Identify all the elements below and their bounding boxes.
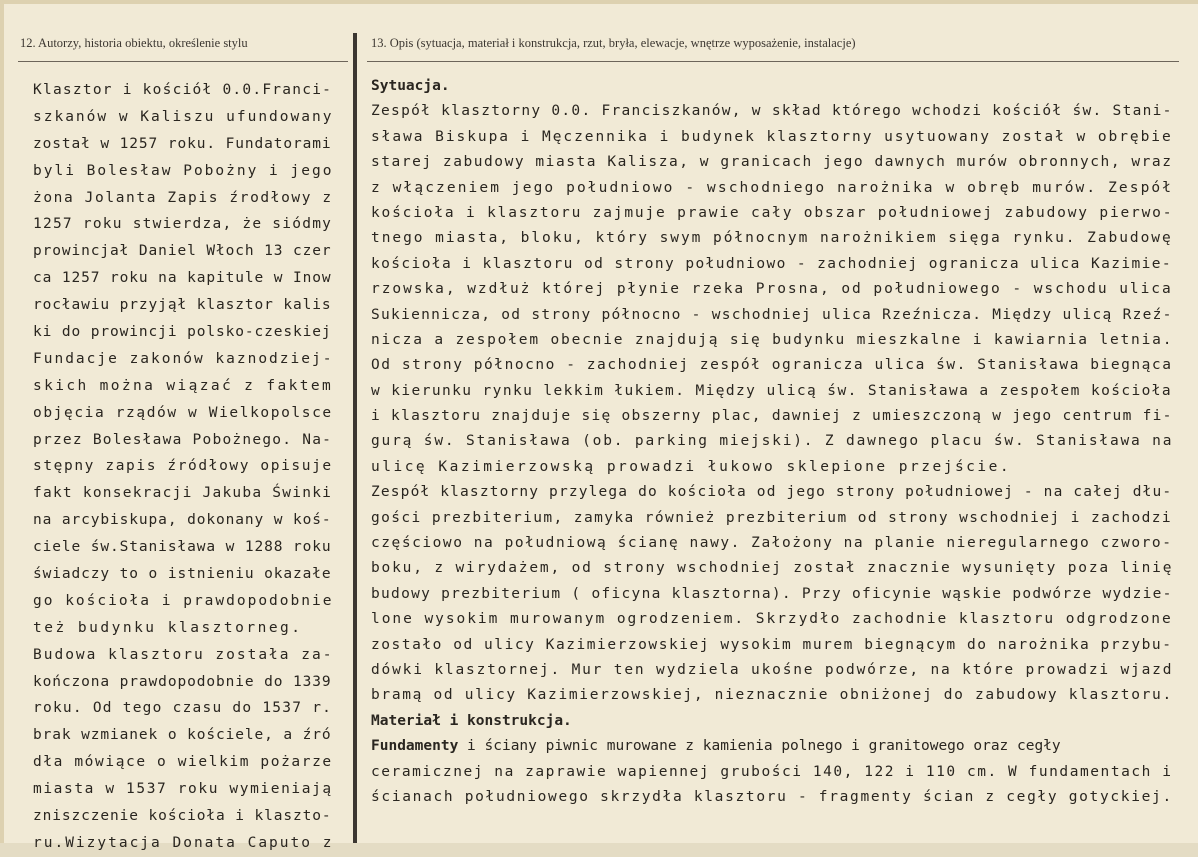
situation-text-line: ulicę Kazimierzowską prowadzi łukowo sklepione przejście. (371, 458, 1012, 475)
history-text-line: żona Jolanta Zapis źrodłowy z (33, 189, 333, 206)
situation-text-line: kościoła i klasztoru zajmuje prawie cały obszar południowej zabudowy pierwo- (371, 204, 1174, 221)
history-text-line: na arcybiskupa, dokonany w koś- (33, 512, 332, 529)
situation-text-line: bramą od ulicy Kazimierzowskiej, nieznacznie obniżonej do zabudowy klasztoru. (371, 687, 1173, 704)
situation-text-line: Zespół klasztorny przylega do kościoła od jego strony południowej - na całej dłu- (371, 484, 1173, 501)
situation-text-line: budowy prezbiterium ( oficyna klasztorna). Przy oficynie wąskie podwórze wydzie- (371, 585, 1173, 602)
history-text-line: byli Bolesław Pobożny i jego (33, 162, 334, 179)
history-text-line: prowincjał Daniel Włoch 13 czer (33, 243, 332, 260)
history-text-line: ciele św.Stanisława w 1288 roku (33, 539, 332, 556)
heading-sytuacja: Sytuacja. (371, 78, 450, 94)
history-text-line: go kościoła i prawdopodobnie (33, 592, 334, 609)
material-text-line: ścianach południowego skrzydła klasztoru - fragmenty ścian z cegły gotyckiej. (371, 788, 1173, 805)
situation-paragraphs (371, 99, 1177, 708)
history-text-line: objęcia rządów w Wielkopolsce (33, 404, 333, 421)
history-text-line: został w 1257 roku. Fundatorami (33, 135, 332, 152)
situation-text-line: Od strony północno - zachodniej zespół ogranicza ulica św. Stanisława biegnąca (371, 357, 1173, 374)
situation-text-line: boku, z wirydażem, od strony wschodniej został znacznie wysunięty poza linię (371, 560, 1174, 577)
situation-text-line: gości prezbiterium, zamyka również prezbiterium od strony wschodniej i zachodzi (371, 509, 1173, 526)
situation-text-line: starej zabudowy miasta Kalisza, w granicach jego dawnych murów obronnych, wraz (371, 154, 1173, 171)
situation-text-line: Sukiennicza, od strony północno - wschodniej ulica Rzeźnicza. Między ulicą Rzeź- (371, 306, 1173, 323)
history-text-line: ki do prowincji polsko-czeskiej (33, 324, 332, 341)
situation-text-line: Zespół klasztorny 0.0. Franciszkanów, w skład którego wchodzi kościół św. Stani- (371, 103, 1173, 120)
material-paragraphs (371, 760, 1177, 811)
page-edge-top (0, 0, 1198, 4)
column-divider (353, 33, 357, 843)
situation-text-line: z włączeniem jego południowo - wschodniego narożnika w obręb murów. Zespół (371, 179, 1174, 196)
situation-text-line: częściowo na południową ścianę nawy. Założony na planie nieregularnego czworo- (371, 535, 1173, 552)
history-text-line: fakt konsekracji Jakuba Świnki (33, 485, 333, 502)
history-text-line: miasta w 1537 roku wymieniają (33, 781, 333, 798)
page-edge-left (0, 0, 4, 843)
history-text-line: Klasztor i kościół 0.0.Franci- (33, 82, 333, 98)
history-text-line: ru.Wizytacja Donata Caputo z (33, 834, 334, 851)
left-header-rule (18, 61, 348, 62)
history-text-line: skich można wiązać z faktem (33, 377, 334, 394)
history-text-line: rocławiu przyjął klasztor kalis (33, 297, 332, 314)
history-text-line: przez Bolesława Pobożnego. Na- (33, 431, 333, 448)
situation-text-line: lone wysokim murowanym ogrodzeniem. Skrzydło zachodnie klasztoru odgrodzone (371, 611, 1173, 628)
fundamenty-word: Fundamenty (371, 738, 459, 755)
history-text-line: Fundacje zakonów kaznodziej- (33, 350, 334, 367)
right-column-header: 13. Opis (sytuacja, materiał i konstrukcja, rzut, bryła, elewacje, wnętrze wyposażenie, instalacje) (371, 36, 856, 50)
history-text-line: też budynku klasztorneg. (33, 619, 303, 636)
fundamenty-line (371, 734, 1177, 759)
material-text-line: ceramicznej na zaprawie wapiennej grubości 140, 122 i 110 cm. W fundamentach i (371, 763, 1173, 780)
left-column-header: 12. Autorzy, historia obiektu, określenie stylu (20, 36, 248, 50)
situation-text-line: kościoła i klasztoru od strony południowo - zachodniej ogranicza ulica Kazimie- (371, 255, 1173, 272)
situation-text-line: gurą św. Stanisława (ob. parking miejski). Z dawnego placu św. Stanisława na (371, 433, 1174, 450)
history-text-line: dła mówiące o wielkim pożarze (33, 754, 333, 771)
situation-text-line: i klasztoru znajduje się obszerny plac, dawniej z umieszczoną w jego centrum fi- (371, 408, 1173, 425)
history-text-line: świadczy to o istnieniu okazałe (33, 566, 332, 583)
situation-text-line: dówki klasztornej. Mur ten wydziela ukośne podwórze, na które prowadzi wjazd (371, 661, 1174, 678)
history-text-line: stępny zapis źródłowy opisuje (33, 458, 333, 475)
situation-text-line: nicza a zespołem obecnie znajdują się budynku mieszkalne i kawiarnia letnia. (371, 331, 1174, 348)
situation-text-line: sława Biskupa i Męczennika i budynek klasztorny usytuowany został w obrębie (371, 128, 1173, 145)
history-text-line: zniszczenie kościoła i klaszto- (33, 808, 332, 825)
history-text-line: kończona prawdopodobnie do 1339 (33, 673, 332, 690)
history-text-line: ca 1257 roku na kapitule w Inow (33, 270, 332, 287)
heading-material: Materiał i konstrukcja. (371, 712, 572, 729)
fundamenty-rest: i ściany piwnic murowane z kamienia polnego i granitowego oraz cegły (458, 738, 1061, 755)
situation-text-line: rzowska, wzdłuż której płynie rzeka Prosna, od południowego - wschodu ulica (371, 281, 1173, 298)
situation-text-line: zostało od ulicy Kazimierzowskiej wysokim murem biegnącym do narożnika przybu- (371, 636, 1173, 653)
history-text-column (33, 77, 333, 857)
description-text-column (371, 74, 1177, 810)
situation-text-line: w kierunku rynku lekkim łukiem. Między ulicą św. Stanisława a zespołem kościoła (371, 382, 1173, 399)
history-text-line: Budowa klasztoru została za- (33, 646, 334, 663)
history-text-line: 1257 roku stwierdza, że siódmy (33, 216, 333, 233)
situation-text-line: tnego miasta, bloku, który swym północnym narożnikiem sięga rynku. Zabudowę (371, 230, 1173, 247)
history-text-line: roku. Od tego czasu do 1537 r. (33, 700, 333, 717)
right-header-rule (367, 61, 1179, 62)
history-text-line: brak wzmianek o kościele, a źró (33, 727, 332, 744)
history-text-line: szkanów w Kaliszu ufundowany (33, 108, 334, 125)
